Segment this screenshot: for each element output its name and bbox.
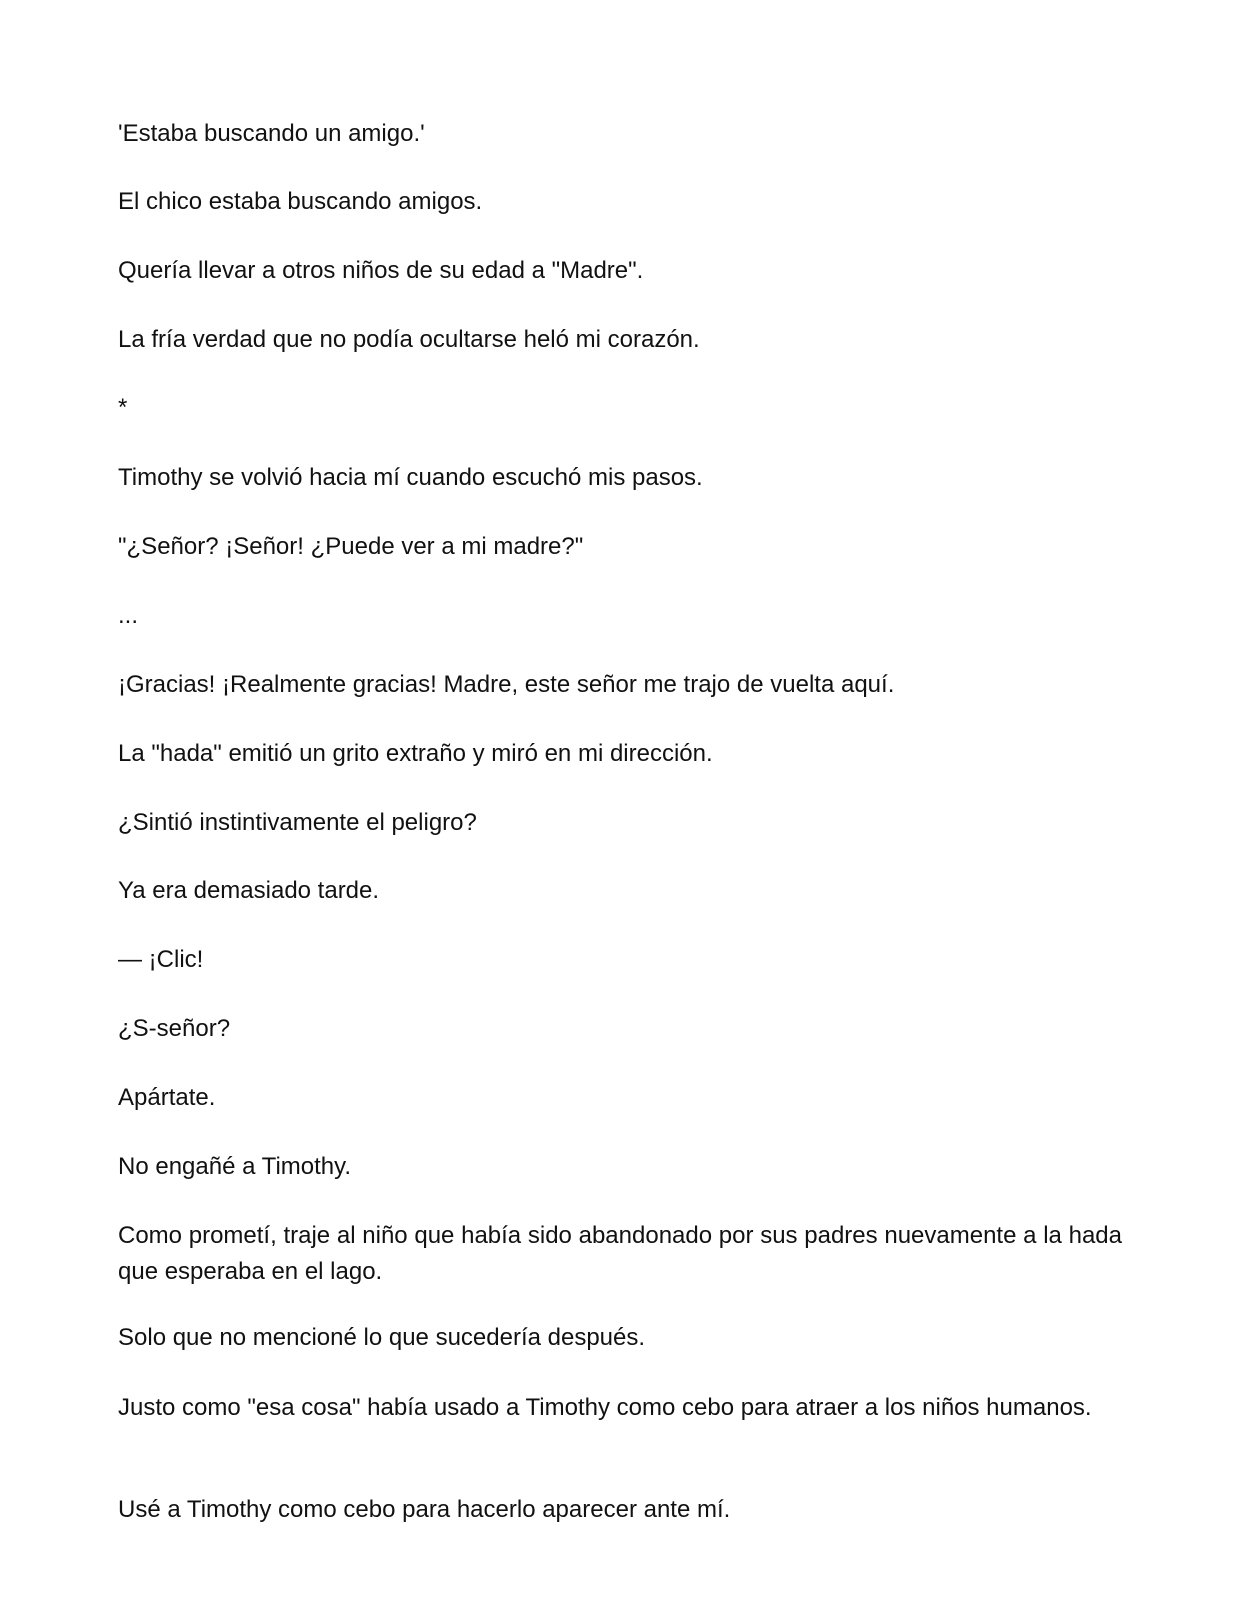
- paragraph: ¿S-señor?: [118, 1015, 231, 1042]
- scene-break: *: [118, 394, 128, 421]
- paragraph: Solo que no mencioné lo que sucedería después.: [118, 1324, 646, 1351]
- paragraph: La "hada" emitió un grito extraño y miró en mi dirección.: [118, 740, 713, 767]
- paragraph: Usé a Timothy como cebo para hacerlo aparecer ante mí.: [118, 1496, 731, 1523]
- paragraph: ¡Gracias! ¡Realmente gracias! Madre, este señor me trajo de vuelta aquí.: [118, 671, 895, 698]
- paragraph: Como prometí, traje al niño que había sido abandonado por sus padres nuevamente a la hada que esperaba en el lago.: [118, 1222, 1129, 1285]
- paragraph: Timothy se volvió hacia mí cuando escuchó mis pasos.: [118, 464, 703, 491]
- paragraph: — ¡Clic!: [118, 946, 204, 973]
- paragraph: Justo como "esa cosa" había usado a Timothy como cebo para atraer a los niños humanos.: [118, 1394, 1092, 1421]
- paragraph: "¿Señor? ¡Señor! ¿Puede ver a mi madre?": [118, 533, 584, 560]
- paragraph: La fría verdad que no podía ocultarse heló mi corazón.: [118, 326, 700, 353]
- paragraph: Quería llevar a otros niños de su edad a "Madre".: [118, 257, 644, 284]
- paragraph: Ya era demasiado tarde.: [118, 877, 380, 904]
- paragraph: No engañé a Timothy.: [118, 1153, 352, 1180]
- paragraph: ¿Sintió instintivamente el peligro?: [118, 809, 477, 836]
- paragraph: ...: [118, 602, 139, 629]
- paragraph: El chico estaba buscando amigos.: [118, 188, 483, 215]
- paragraph: Apártate.: [118, 1084, 216, 1111]
- paragraph: 'Estaba buscando un amigo.': [118, 120, 425, 147]
